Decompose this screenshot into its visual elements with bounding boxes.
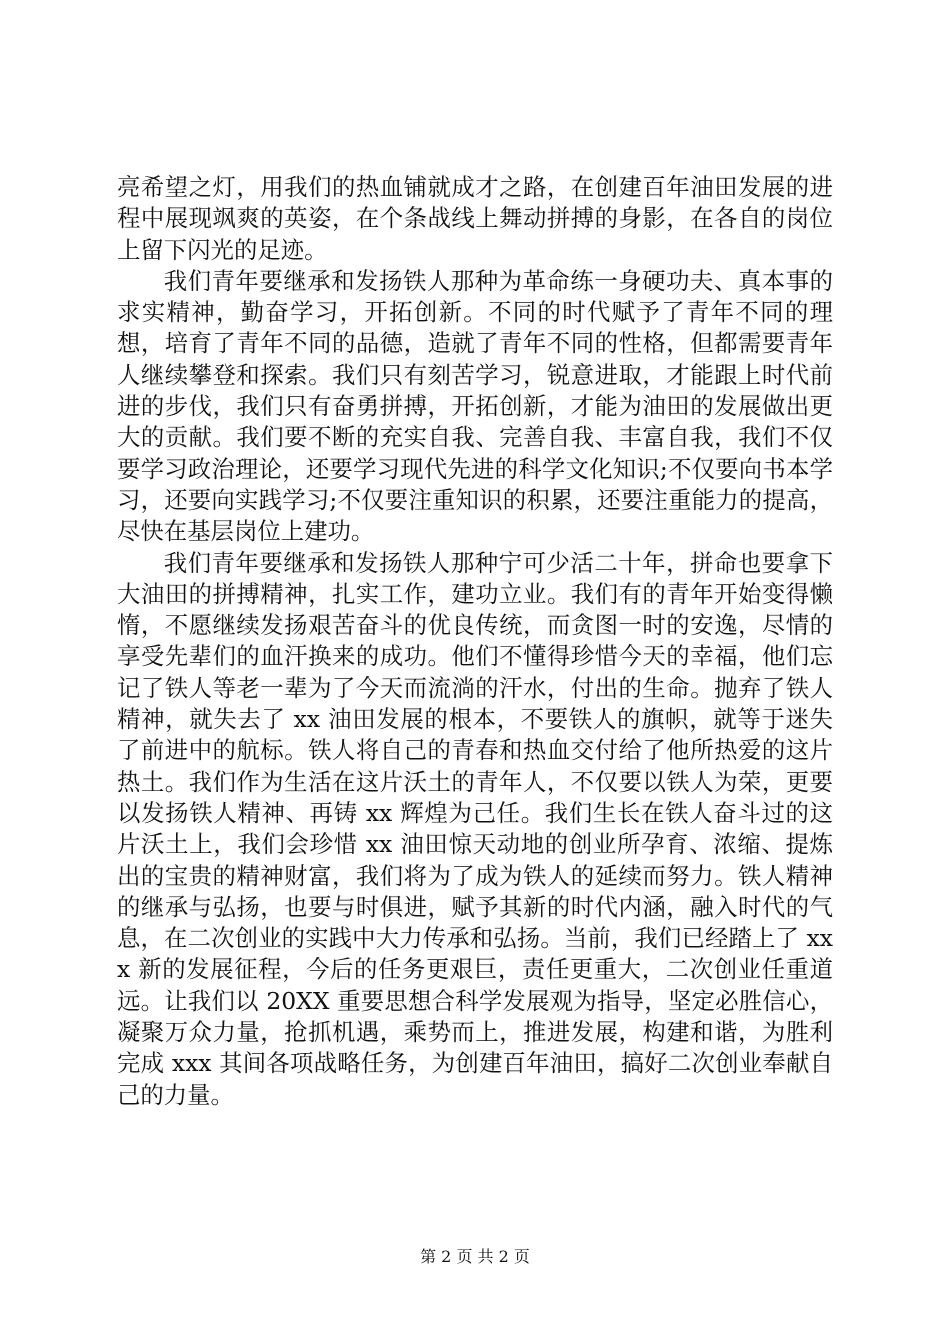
paragraph-study-innovation: 我们青年要继承和发扬铁人那种为革命练一身硬功夫、真本事的求实精神，勤奋学习，开拓创新。不同的时代赋予了青年不同的理想，培育了青年不同的品德，造就了青年不同的性格，但都需要青年人继续攀登和探索。我们只有刻苦学习，锐意进取，才能跟上时代前进的步伐，我们只有奋勇拼搏，开拓创新，才能为油田的发展做出更大的贡献。我们要不断的充实自我、完善自我、丰富自我，我们不仅要学习政治理论，还要学习现代先进的科学文化知识;不仅要向书本学习，还要向实践学习;不仅要注重知识的积累，还要注重能力的提高，尽快在基层岗位上建功。 bbox=[117, 266, 833, 546]
document-body bbox=[117, 172, 833, 1111]
paragraph-hard-work: 我们青年要继承和发扬铁人那种宁可少活二十年，拼命也要拿下大油田的拼搏精神，扎实工作，建功立业。我们有的青年开始变得懒惰，不愿继续发扬艰苦奋斗的优良传统，而贪图一时的安逸，尽情的享受先辈们的血汗换来的成功。他们不懂得珍惜今天的幸福，他们忘记了铁人等老一辈为了今天而流淌的汗水，付出的生命。抛弃了铁人精神，就失去了 xx 油田发展的根本，不要铁人的旗帜，就等于迷失了前进中的航标。铁人将自己的青春和热血交付给了他所热爱的这片热土。我们作为生活在这片沃土的青年人，不仅要以铁人为荣，更要以发扬铁人精神、再铸 xx 辉煌为己任。我们生长在铁人奋斗过的这片沃土上，我们会珍惜 xx 油田惊天动地的创业所孕育、浓缩、提炼出的宝贵的精神财富，我们将为了成为铁人的延续而努力。铁人精神的继承与弘扬，也要与时俱进，赋予其新的时代内涵，融入时代的气息，在二次创业的实践中大力传承和弘扬。当前，我们已经踏上了 xxx 新的发展征程，今后的任务更艰巨，责任更重大，二次创业任重道远。让我们以 20XX 重要思想合科学发展观为指导，坚定必胜信心，凝聚万众力量，抢抓机遇，乘势而上，推进发展，构建和谐，为胜利完成 xxx 其间各项战略任务，为创建百年油田，搞好二次创业奉献自己的力量。 bbox=[117, 548, 833, 1109]
paragraph-continued: 亮希望之灯，用我们的热血铺就成才之路，在创建百年油田发展的进程中展现飒爽的英姿，在个条战线上舞动拼搏的身影，在各自的岗位上留下闪光的足迹。 bbox=[117, 173, 833, 264]
page-footer: 第 2 页 共 2 页 bbox=[420, 1247, 530, 1266]
